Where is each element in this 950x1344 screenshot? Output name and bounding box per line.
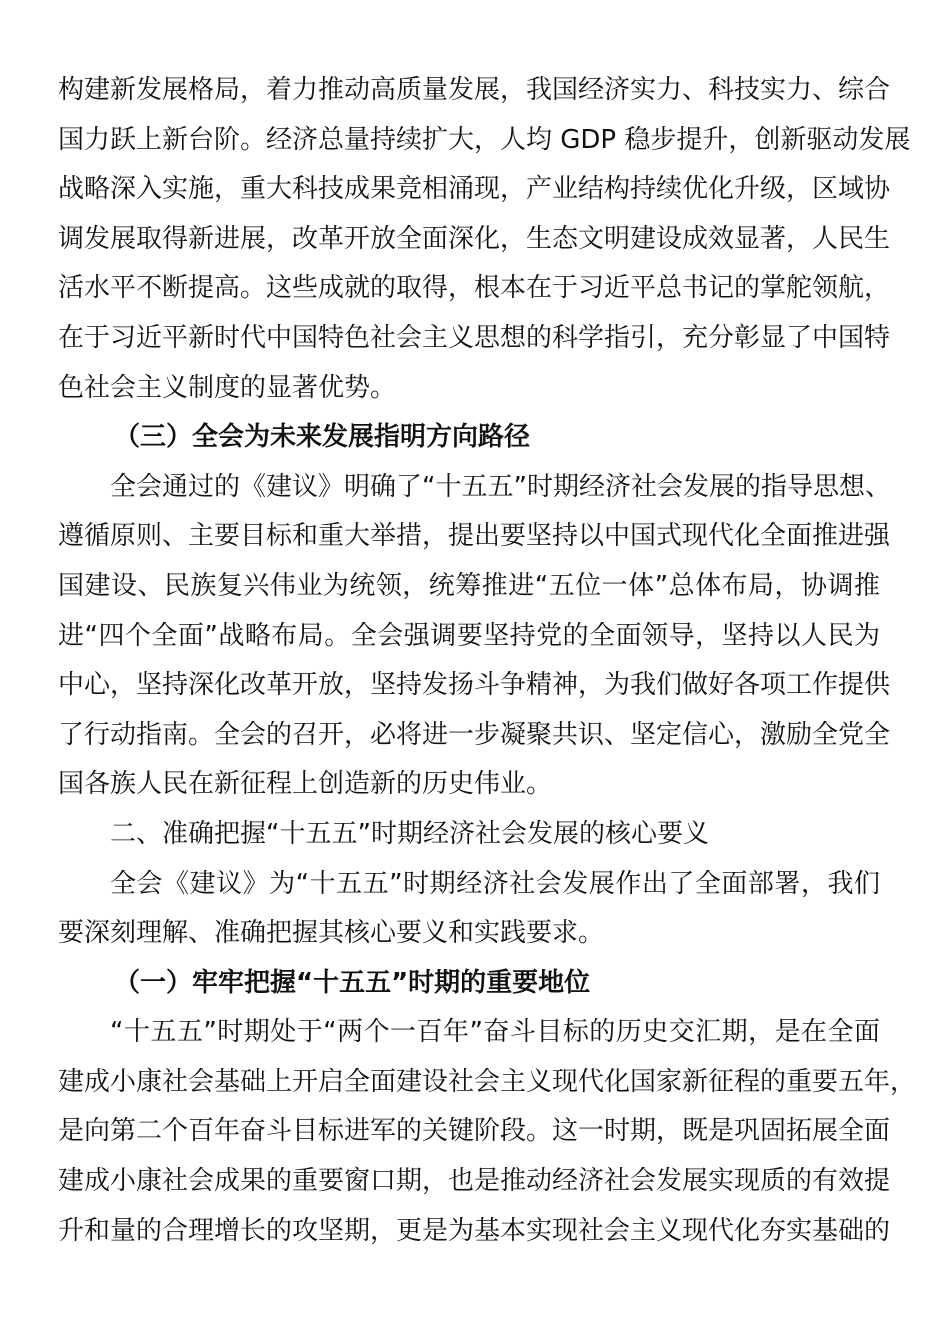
text-line: 升和量的合理增长的攻坚期，更是为基本实现社会主义现代化夯实基础的 — [58, 1215, 891, 1246]
paragraph — [58, 860, 880, 959]
text-line: 国力跃上新台阶。经济总量持续扩大，人均 GDP 稳步提升，创新驱动发展 — [58, 124, 911, 155]
paragraph — [58, 463, 891, 810]
text-line: 活水平不断提高。这些成就的取得，根本在于习近平总书记的掌舵领航， — [58, 273, 891, 304]
text-line: 进“四个全面”战略布局。全会强调要坚持党的全面领导，坚持以人民为 — [58, 620, 880, 651]
text-line: 国建设、民族复兴伟业为统领，统筹推进“五位一体”总体布局，协调推 — [58, 570, 880, 601]
document-body — [58, 66, 917, 1256]
text-line: 要深刻理解、准确把握其核心要义和实践要求。 — [58, 918, 605, 949]
paragraph — [58, 1008, 917, 1256]
text-line: 全会通过的《建议》明确了“十五五”时期经济社会发展的指导思想、 — [110, 471, 891, 502]
text-line: 中心，坚持深化改革开放，坚持发扬斗争精神，为我们做好各项工作提供 — [58, 670, 891, 701]
section-heading-two: 二、准确把握“十五五”时期经济社会发展的核心要义 — [110, 818, 709, 849]
text-line: 色社会主义制度的显著优势。 — [58, 372, 397, 403]
subheading-one: （一）牢牢把握“十五五”时期的重要地位 — [114, 967, 591, 998]
text-line: 了行动指南。全会的召开，必将进一步凝聚共识、坚定信心，激励全党全 — [58, 719, 891, 750]
text-line: 调发展取得新进展，改革开放全面深化，生态文明建设成效显著，人民生 — [58, 223, 891, 254]
paragraph-continued — [58, 66, 911, 413]
text-line: “十五五”时期处于“两个一百年”奋斗目标的历史交汇期，是在全面 — [110, 1017, 880, 1048]
text-line: 全会《建议》为“十五五”时期经济社会发展作出了全面部署，我们 — [110, 868, 880, 899]
text-line: 战略深入实施，重大科技成果竞相涌现，产业结构持续优化升级，区域协 — [58, 174, 891, 205]
text-line: 遵循原则、主要目标和重大举措，提出要坚持以中国式现代化全面推进强 — [58, 521, 891, 552]
text-line: 在于习近平新时代中国特色社会主义思想的科学指引，充分彰显了中国特 — [58, 322, 891, 353]
text-line: 建成小康社会成果的重要窗口期，也是推动经济社会发展实现质的有效提 — [58, 1166, 891, 1197]
text-line: 构建新发展格局，着力推动高质量发展，我国经济实力、科技实力、综合 — [58, 75, 891, 105]
subheading-three: （三）全会为未来发展指明方向路径 — [114, 422, 531, 453]
text-line: 建成小康社会基础上开启全面建设社会主义现代化国家新征程的重要五年， — [58, 1066, 917, 1097]
text-line: 国各族人民在新征程上创造新的历史伟业。 — [58, 769, 553, 800]
text-line: 是向第二个百年奋斗目标进军的关键阶段。这一时期，既是巩固拓展全面 — [58, 1116, 891, 1147]
